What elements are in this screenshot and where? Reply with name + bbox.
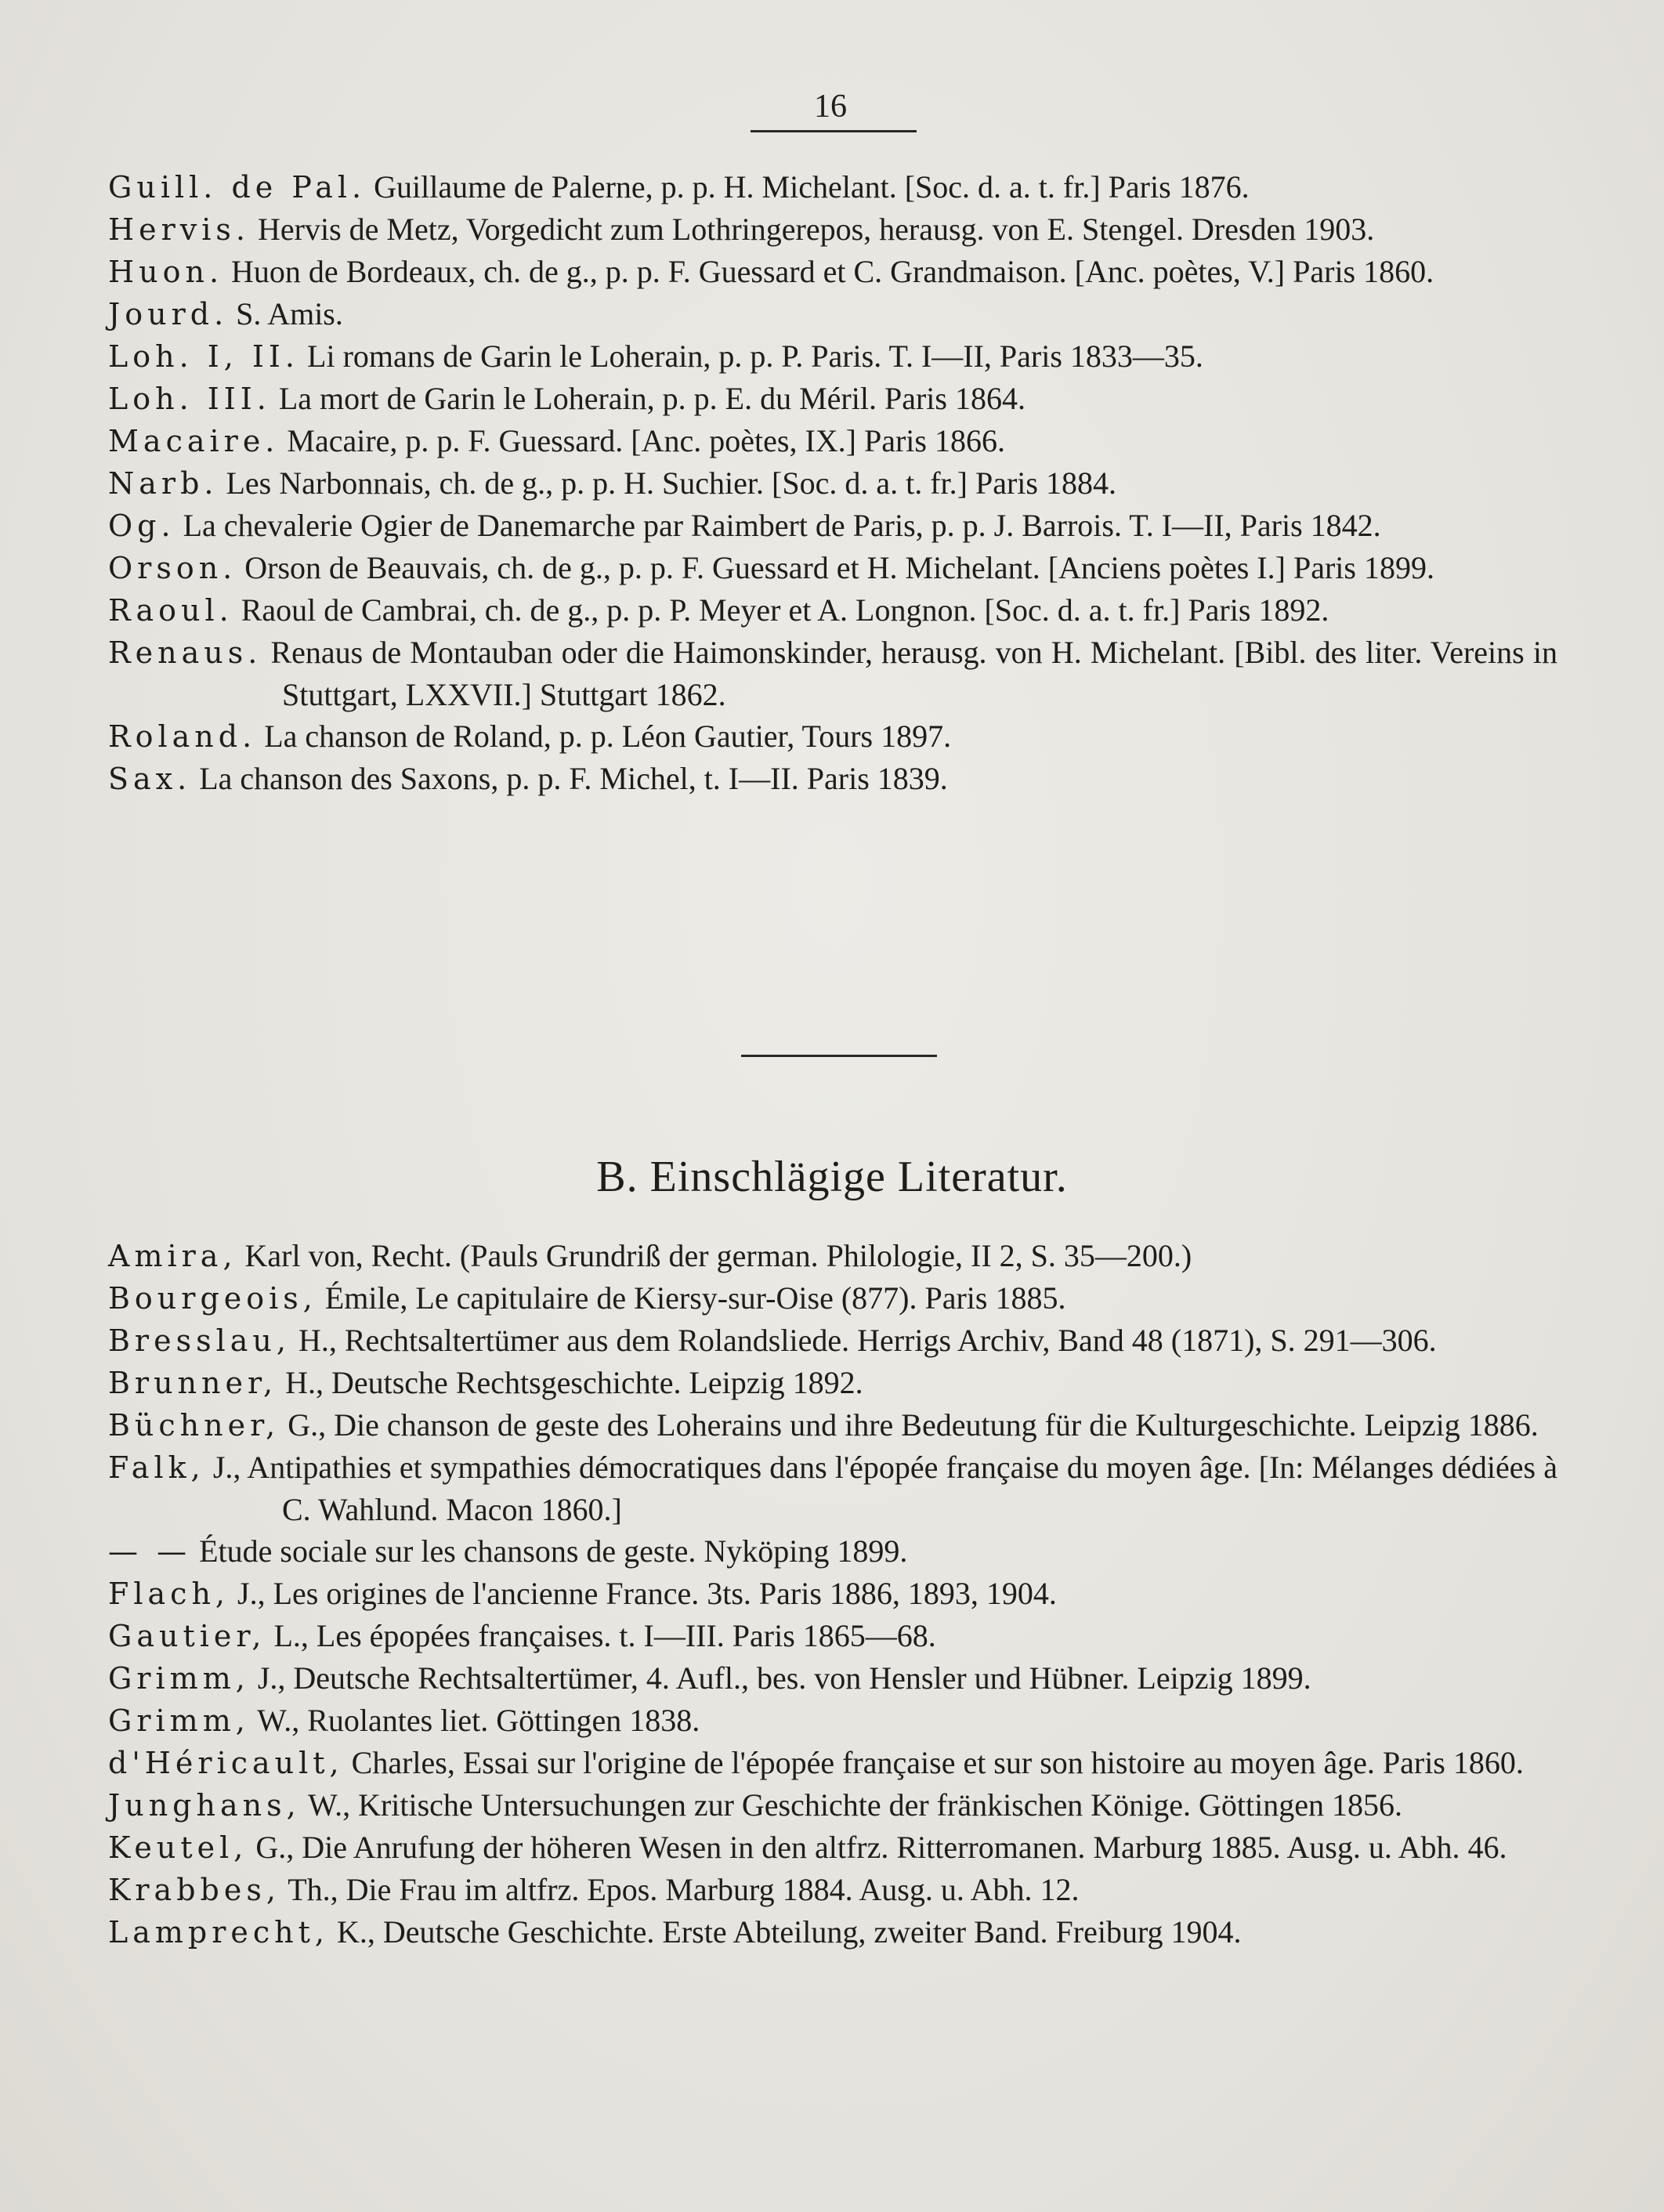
literature-text: Karl von, Recht. (Pauls Grundriß der german. Philologie, II 2, S. 35—200.) xyxy=(244,1238,1192,1273)
source-entry xyxy=(108,505,1557,547)
source-siglum: Hervis. xyxy=(108,212,250,247)
literature-text: H., Rechtsaltertümer aus dem Rolandsliede. Herrigs Archiv, Band 48 (1871), S. 291—306. xyxy=(298,1323,1437,1358)
source-siglum: Roland. xyxy=(108,719,257,754)
author-name: Keutel, xyxy=(108,1830,248,1865)
source-text: Raoul de Cambrai, ch. de g., p. p. P. Meyer et A. Longnon. [Soc. d. a. t. fr.] Paris 1892. xyxy=(241,592,1329,628)
literature-entry xyxy=(108,1573,1557,1615)
source-entry xyxy=(108,758,1557,800)
literature-entry xyxy=(108,1826,1557,1869)
source-entry xyxy=(108,420,1557,462)
literature-entry xyxy=(108,1446,1557,1530)
source-text: La chanson des Saxons, p. p. F. Michel, t. I—II. Paris 1839. xyxy=(199,761,948,796)
author-name: Amira, xyxy=(108,1239,237,1273)
literature-text: Émile, Le capitulaire de Kiersy-sur-Oise (877). Paris 1885. xyxy=(324,1280,1066,1316)
literature-text: J., Les origines de l'ancienne France. 3ts. Paris 1886, 1893, 1904. xyxy=(237,1576,1057,1611)
source-text: La chevalerie Ogier de Danemarche par Raimbert de Paris, p. p. J. Barrois. T. I—II, Paris 1842. xyxy=(183,508,1381,543)
author-name: Falk, xyxy=(108,1450,205,1485)
source-siglum: Og. xyxy=(108,509,175,543)
literature-text: K., Deutsche Geschichte. Erste Abteilung, zweiter Band. Freiburg 1904. xyxy=(337,1914,1242,1950)
literature-text: W., Kritische Untersuchungen zur Geschichte der fränkischen Könige. Göttingen 1856. xyxy=(307,1787,1402,1823)
literature-entry xyxy=(108,1235,1557,1277)
literature-text: J., Deutsche Rechtsaltertümer, 4. Aufl., bes. von Hensler und Hübner. Leipzig 1899. xyxy=(257,1660,1311,1696)
source-siglum: Renaus. xyxy=(108,635,262,670)
source-siglum: Jourd. xyxy=(108,297,229,331)
source-siglum: Orson. xyxy=(108,551,237,585)
source-text: Les Narbonnais, ch. de g., p. p. H. Suchier. [Soc. d. a. t. fr.] Paris 1884. xyxy=(226,465,1116,501)
source-entry xyxy=(108,547,1557,589)
literature-text: Charles, Essai sur l'origine de l'épopée française et sur son histoire au moyen âge. Paris 1860. xyxy=(351,1745,1524,1780)
source-text: S. Amis. xyxy=(236,296,343,331)
source-entry xyxy=(108,293,1557,335)
author-name: Grimm, xyxy=(108,1703,250,1738)
author-name: Junghans, xyxy=(108,1788,301,1823)
literature-entry xyxy=(108,1911,1557,1953)
author-name: Flach, xyxy=(108,1577,230,1611)
source-entry xyxy=(108,378,1557,420)
page-number-rule xyxy=(751,130,917,132)
literature-entry xyxy=(108,1742,1557,1784)
literature-text: G., Die Anrufung der höheren Wesen in den altfrz. Ritterromanen. Marburg 1885. Ausg. u. Abh. 46. xyxy=(255,1830,1507,1865)
author-name: Bourgeois, xyxy=(108,1281,317,1316)
literature-entry xyxy=(108,1277,1557,1320)
author-name: Bresslau, xyxy=(108,1323,291,1358)
literature-entry xyxy=(108,1362,1557,1404)
source-entry xyxy=(108,166,1557,208)
source-text: Guillaume de Palerne, p. p. H. Michelant. [Soc. d. a. t. fr.] Paris 1876. xyxy=(374,169,1250,205)
source-siglum: Guill. de Pal. xyxy=(108,170,367,205)
source-text: Li romans de Garin le Loherain, p. p. P. Paris. T. I—II, Paris 1833—35. xyxy=(307,338,1203,374)
source-entry xyxy=(108,335,1557,378)
source-entry xyxy=(108,715,1557,758)
literature-entry xyxy=(108,1869,1557,1911)
source-entry xyxy=(108,589,1557,632)
source-entry xyxy=(108,632,1557,715)
literature-entry xyxy=(108,1530,1557,1573)
source-entry xyxy=(108,251,1557,293)
source-siglum: Raoul. xyxy=(108,593,233,628)
source-text: Orson de Beauvais, ch. de g., p. p. F. Guessard et H. Michelant. [Anciens poètes I.] Paris 1899. xyxy=(244,550,1434,585)
author-name: Büchner, xyxy=(108,1408,280,1443)
source-text: Macaire, p. p. F. Guessard. [Anc. poètes, IX.] Paris 1866. xyxy=(287,423,1005,458)
literature-text: H., Deutsche Rechtsgeschichte. Leipzig 1892. xyxy=(285,1365,863,1400)
source-text: Hervis de Metz, Vorgedicht zum Lothringerepos, herausg. von E. Stengel. Dresden 1903. xyxy=(258,212,1375,247)
source-siglum: Macaire. xyxy=(108,424,280,458)
author-name: Grimm, xyxy=(108,1661,250,1696)
section-heading: B. Einschlägige Literatur. xyxy=(596,1153,1068,1201)
author-name: Gautier, xyxy=(108,1619,266,1653)
source-siglum: Sax. xyxy=(108,762,192,796)
primary-sources-list xyxy=(108,166,1557,800)
source-siglum: Huon. xyxy=(108,255,224,289)
literature-entry xyxy=(108,1320,1557,1362)
literature-text: J., Antipathies et sympathies démocratiques dans l'épopée française du moyen âge. [In: Mélanges dédiées à C. Wahlund. Macon 1860.] xyxy=(212,1450,1557,1527)
literature-entry xyxy=(108,1784,1557,1826)
author-name: Brunner, xyxy=(108,1366,278,1400)
source-siglum: Loh. III. xyxy=(108,382,271,416)
page-number: 16 xyxy=(814,89,847,125)
author-name: Krabbes, xyxy=(108,1873,280,1907)
literature-text: G., Die chanson de geste des Loherains und ihre Bedeutung für die Kulturgeschichte. Leipzig 1886. xyxy=(288,1407,1539,1443)
author-name: — — xyxy=(108,1534,192,1569)
literature-entry xyxy=(108,1404,1557,1446)
literature-text: Th., Die Frau im altfrz. Epos. Marburg 1884. Ausg. u. Abh. 12. xyxy=(288,1872,1080,1907)
literature-entry xyxy=(108,1657,1557,1700)
literature-entry xyxy=(108,1700,1557,1742)
source-siglum: Loh. I, II. xyxy=(108,339,300,374)
author-name: Lamprecht, xyxy=(108,1915,330,1950)
literature-entry xyxy=(108,1615,1557,1657)
source-text: Huon de Bordeaux, ch. de g., p. p. F. Guessard et C. Grandmaison. [Anc. poètes, V.] Paris 1860. xyxy=(231,254,1434,289)
section-separator-rule xyxy=(741,1055,937,1057)
source-entry xyxy=(108,462,1557,505)
source-text: La chanson de Roland, p. p. Léon Gautier, Tours 1897. xyxy=(264,719,952,754)
secondary-literature-list xyxy=(108,1235,1557,1953)
literature-text: Étude sociale sur les chansons de geste. Nyköping 1899. xyxy=(199,1533,908,1569)
author-name: d'Héricault, xyxy=(108,1746,344,1780)
literature-text: W., Ruolantes liet. Göttingen 1838. xyxy=(257,1703,700,1738)
source-entry xyxy=(108,208,1557,251)
source-siglum: Narb. xyxy=(108,466,219,501)
literature-text: L., Les épopées françaises. t. I—III. Paris 1865—68. xyxy=(273,1618,936,1653)
source-text: La mort de Garin le Loherain, p. p. E. du Méril. Paris 1864. xyxy=(278,381,1026,416)
source-text: Renaus de Montauban oder die Haimonskinder, herausg. von H. Michelant. [Bibl. des liter. Vereins in Stuttgart, LXXVII.] Stuttgart 1862. xyxy=(270,635,1557,712)
